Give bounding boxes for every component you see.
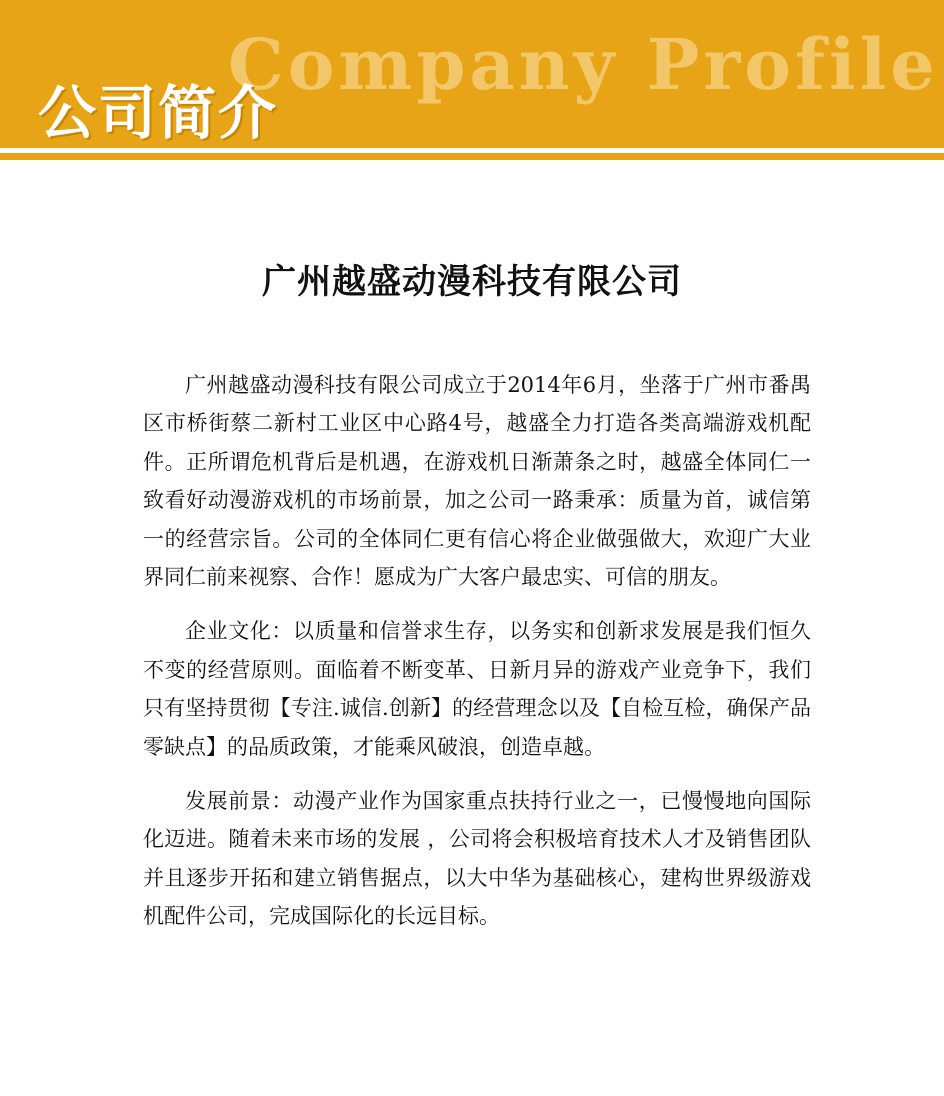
header-banner [0, 0, 944, 148]
header-divider-gold [0, 153, 944, 160]
paragraph-introduction: 广州越盛动漫科技有限公司成立于2014年6月，坐落于广州市番禺区市桥街蔡二新村工业区中心路4号，越盛全力打造各类高端游戏机配件。正所谓危机背后是机遇，在游戏机日渐萧条之时，越盛全体同仁一致看好动漫游戏机的市场前景，加之公司一路秉承：质量为首，诚信第一的经营宗旨。公司的全体同仁更有信心将企业做强做大，欢迎广大业界同仁前来视察、合作！愿成为广大客户最忠实、可信的朋友。 [143, 373, 811, 590]
paragraph-development-outlook: 发展前景：动漫产业作为国家重点扶持行业之一，已慢慢地向国际化迈进。随着未来市场的发展 ，公司将会积极培育技术人才及销售团队并且逐步开拓和建立销售据点，以大中华为基础核心，建构世界级游戏机配件公司，完成国际化的长远目标。 [143, 789, 811, 929]
page-title: 公司简介 [38, 79, 279, 147]
company-name-heading: 广州越盛动漫科技有限公司 [262, 262, 682, 302]
profile-body [143, 366, 811, 952]
paragraph-corporate-culture: 企业文化：以质量和信誉求生存，以务实和创新求发展是我们恒久不变的经营原则。面临着不断变革、日新月异的游戏产业竞争下，我们只有坚持贯彻【专注.诚信.创新】的经营理念以及【自检互检，确保产品零缺点】的品质政策，才能乘风破浪，创造卓越。 [143, 619, 811, 759]
banner-watermark-text: Company Profile [228, 23, 939, 106]
